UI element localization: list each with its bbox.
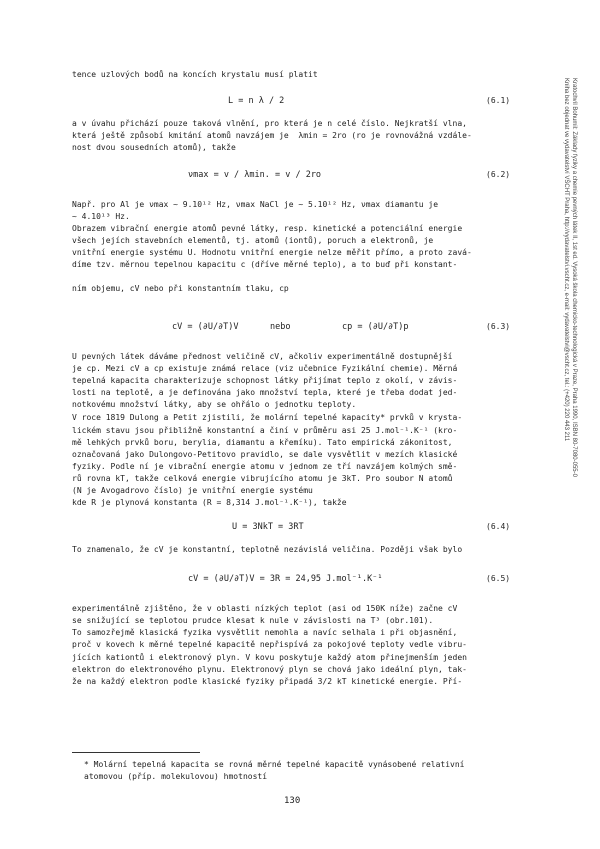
- text-line: se snižující se teplotou prudce klesat k nule v závislosti na T³ (obr.101).: [72, 616, 434, 625]
- text-line: že na každý elektron podle klasické fyziky připadá 3/2 kT kinetické energie. Pří-: [72, 677, 463, 686]
- text-line: ~ 4.10¹³ Hz.: [72, 212, 130, 221]
- equation-6-5: cV = (∂U/∂T)V = 3R = 24,95 J.mol⁻¹.K⁻¹: [188, 574, 383, 584]
- text-line: tepelná kapacita charakterizuje schopnost látky přijímat teplo z okolí, v závis-: [72, 376, 458, 385]
- text-line: označovaná jako Dulongovo-Petitovo pravidlo, se dale vysvětlit v mezích klasické: [72, 450, 458, 459]
- text-line: je cp. Mezi cV a cp existuje známá relace (viz učebnice Fyzikální chemie). Měrná: [72, 364, 458, 373]
- text-line: (N je Avogadrovo číslo) je vnitřní energie systému: [72, 486, 313, 495]
- text-line: díme tzv. měrnou tepelnou kapacitu c (dříve měrné teplo), a to buď při konstant-: [72, 260, 458, 269]
- text-line: losti na teplotě, a je definována jako množství tepla, které je třeba dodat jed-: [72, 388, 458, 397]
- equation-6-1: L = n λ / 2: [228, 96, 285, 106]
- side-note-line-1: Kratochvíl Bohumil: Základy fyziky a chemie pevných látek II, 1st ed. Vysoká škola chemicko-technologická v Praze, Praha 1990, ISBN 80-7080-055-0: [571, 78, 577, 477]
- text-line: To znamenalo, že cV je konstantní, teplotně nezávislá veličina. Později však bylo: [72, 545, 463, 554]
- text-line: U pevných látek dáváme přednost veličině cV, ačkoliv experimentálně dostupnější: [72, 352, 453, 361]
- text-line: V roce 1819 Dulong a Petit zjistili, že molární tepelné kapacity* prvků v krysta-: [72, 413, 463, 422]
- text-line: elektron do elektronového plynu. Elektronový plyn se chová jako ideální plyn, tak-: [72, 665, 467, 674]
- text-line: lickém stavu jsou přibližně konstantní a činí v průměru asi 25 J.mol⁻¹.K⁻¹ (kro-: [72, 426, 458, 435]
- equation-6-3-cv: cV = (∂U/∂T)V: [172, 322, 239, 332]
- text-line: experimentálně zjištěno, že v oblasti nízkých teplot (asi od 150K níže) začne cV: [72, 604, 458, 613]
- footnote-divider: [72, 752, 200, 753]
- equation-number: (6.4): [486, 522, 511, 531]
- text-line: která ještě způsobí kmitání atomů navzájem je λmin = 2ro (ro je rovnovážná vzdále-: [72, 131, 472, 140]
- text-line: Např. pro Al je νmax ~ 9.10¹² Hz, νmax NaCl je ~ 5.10¹² Hz, νmax diamantu je: [72, 200, 439, 209]
- equation-6-2: νmax = v / λmin. = v / 2ro: [188, 170, 322, 180]
- equation-6-3-cp: cp = (∂U/∂T)p: [342, 322, 409, 332]
- text-line: Obrazem vibrační energie atomů pevné látky, resp. kinetické a potenciální energie: [72, 224, 463, 233]
- text-line: proč v kovech k měrné tepelné kapacitě nepřispívá za pokojové teploty vedle vibru-: [72, 640, 467, 649]
- text-line: rů rovna kT, takže celková energie vibrujícího atomu je 3kT. Pro soubor N atomů: [72, 474, 453, 483]
- text-line: nost dvou sousedních atomů), takže: [72, 143, 236, 152]
- text-line: To samozřejmě klasická fyzika vysvětlit nemohla a navíc selhala i při objasnění,: [72, 628, 458, 637]
- equation-number: (6.3): [486, 322, 511, 331]
- text-line: mě lehkých prvků boru, berylia, diamantu a křemíku). Tato empirická zákonitost,: [72, 438, 453, 447]
- side-note: [562, 78, 578, 477]
- text-line: a v úvahu přichází pouze taková vlnění, pro která je n celé číslo. Nejkratší vlna,: [72, 119, 467, 128]
- equation-number: (6.5): [486, 574, 511, 583]
- footnote-line-2: atomovou (příp. molekulovou) hmotností: [84, 772, 268, 781]
- equation-6-3-conjunction: nebo: [270, 322, 291, 332]
- equation-number: (6.1): [486, 96, 511, 105]
- text-line: ním objemu, cV nebo při konstantním tlaku, cp: [72, 284, 289, 293]
- text-line: kde R je plynová konstanta (R = 8,314 J.mol⁻¹.K⁻¹), takže: [72, 498, 347, 507]
- page-number: 130: [284, 796, 301, 806]
- side-note-line-2: Kniha bez objednat ve vydavatelství VŠCHT Praha, http://vydavatelstvi.vscht.cz, e-mail: vydavatelstvi@vscht.cz, tel.: (+420) 220 443 211: [563, 78, 569, 442]
- text-line: všech jejích stavebních elementů, tj. atomů (iontů), poruch a elektronů, je: [72, 236, 434, 245]
- equation-number: (6.2): [486, 170, 511, 179]
- text-line: vnitřní energie systému U. Hodnotu vnitřní energie nelze měřit přímo, a proto zavá-: [72, 248, 472, 257]
- footnote-line-1: * Molární tepelná kapacita se rovná měrné tepelné kapacitě vynásobené relativní: [84, 760, 465, 769]
- text-line: notkovému množství látky, aby se ohřálo o jednotku teploty.: [72, 400, 357, 409]
- text-line: tence uzlových bodů na koncích krystalu musí platit: [72, 70, 318, 79]
- text-line: fyziky. Podle ní je vibrační energie atomu v jednom ze tří navzájem kolmých smě-: [72, 462, 458, 471]
- text-line: jících kationtů i elektronový plyn. V kovu poskytuje každý atom přinejmenším jeden: [72, 653, 467, 662]
- equation-6-4: U = 3NkT = 3RT: [232, 522, 304, 532]
